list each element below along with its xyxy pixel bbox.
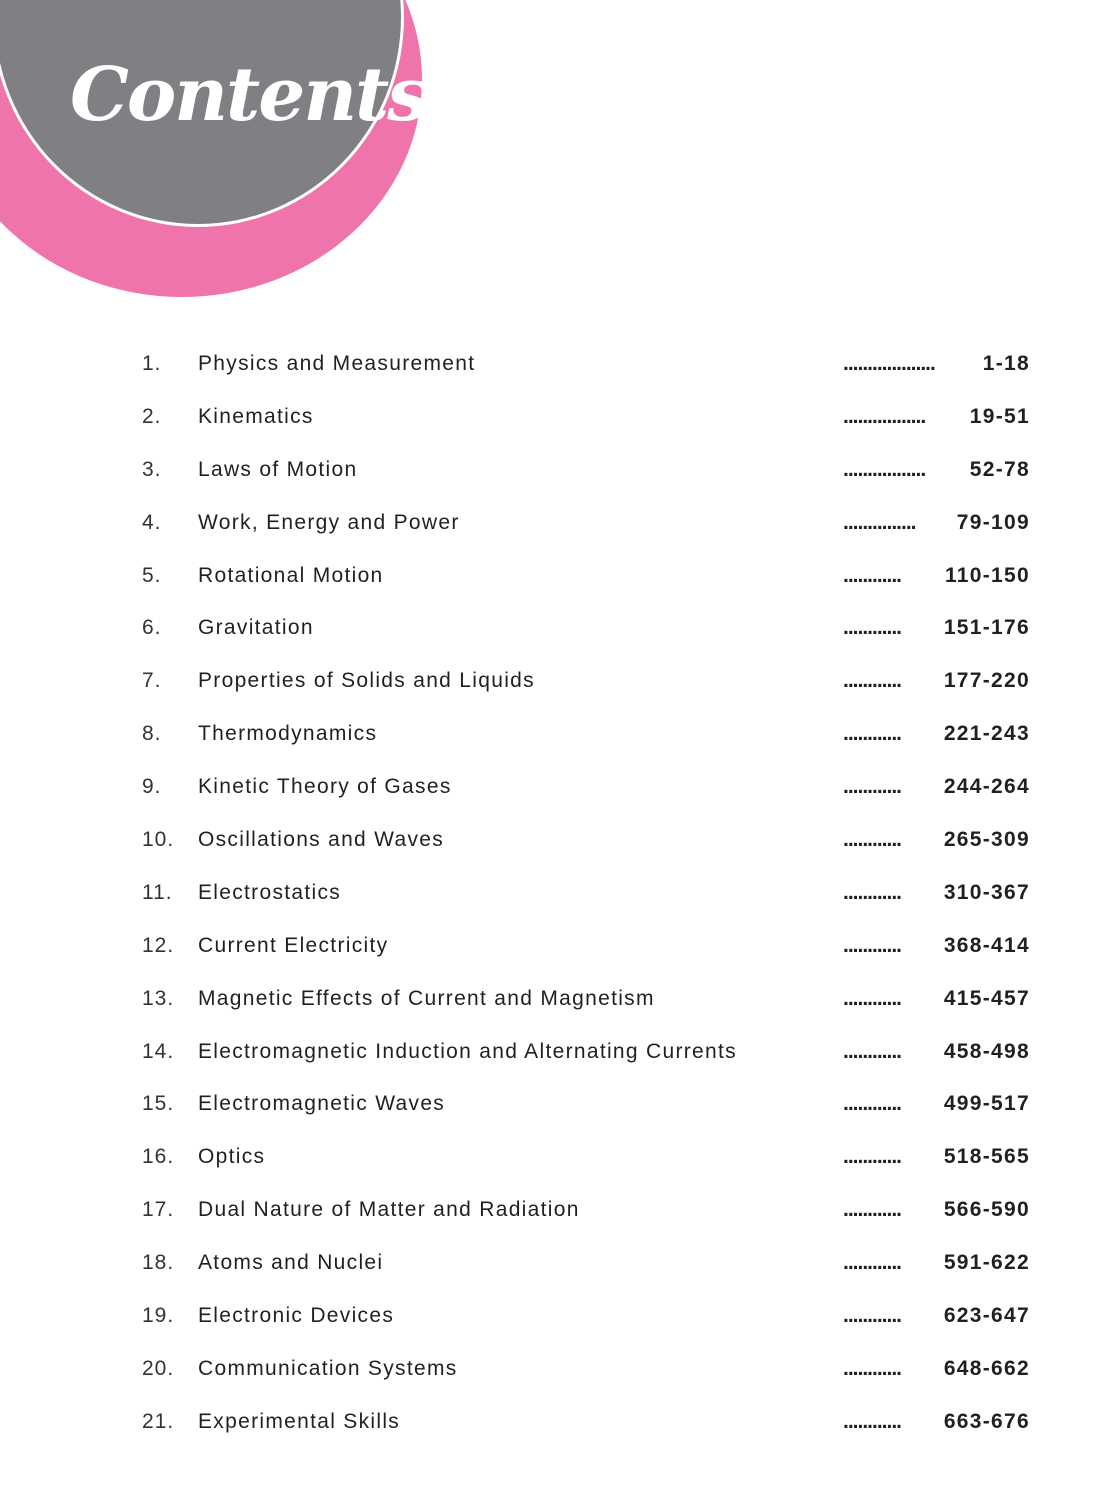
dot-leader: ............ [843,563,902,587]
chapter-number: 2. [142,404,162,428]
page-range: 623-647 [943,1304,1030,1328]
dot-leader: ............... [843,510,916,534]
chapter-number: 21. [142,1409,175,1433]
page-range: 499-517 [943,1092,1030,1116]
dot-leader: ............ [843,722,902,746]
toc-entry[interactable] [0,1131,1102,1184]
toc-entry[interactable] [0,444,1102,497]
page-range: 368-414 [943,933,1030,957]
page-range: 415-457 [943,986,1030,1010]
chapter-number: 9. [142,775,162,799]
chapter-title: Electromagnetic Induction and Alternating Currents [198,1039,737,1063]
toc-entry[interactable] [0,973,1102,1026]
chapter-title: Optics [198,1145,266,1169]
chapter-title: Dual Nature of Matter and Radiation [198,1198,580,1222]
page-range: 244-264 [943,775,1030,799]
toc-entry[interactable] [0,920,1102,973]
page-range: 1-18 [982,352,1030,375]
toc-entry[interactable] [0,1237,1102,1290]
dot-leader: ............ [843,1251,902,1275]
toc-entry[interactable] [0,391,1102,444]
toc-entry[interactable] [0,708,1102,761]
chapter-title: Physics and Measurement [198,352,476,375]
chapter-number: 3. [142,457,162,481]
dot-leader: ............ [843,1409,902,1433]
dot-leader: ............ [843,616,902,640]
page-range: 151-176 [943,616,1030,640]
toc-entry[interactable] [0,497,1102,550]
toc-entry[interactable] [0,550,1102,603]
chapter-title: Kinematics [198,404,314,428]
dot-leader: ............ [843,1092,902,1116]
dot-leader: ............ [843,1039,902,1063]
toc-entry[interactable] [0,602,1102,655]
toc-entry[interactable] [0,1184,1102,1237]
page-range: 52-78 [969,457,1030,481]
toc-entry[interactable] [0,655,1102,708]
dot-leader: ............ [843,1198,902,1222]
chapter-title: Laws of Motion [198,457,358,481]
chapter-title: Work, Energy and Power [198,510,460,534]
dot-leader: ............ [843,933,902,957]
page-range: 648-662 [943,1356,1030,1380]
toc-entry[interactable] [0,814,1102,867]
chapter-title: Experimental Skills [198,1409,401,1433]
chapter-title: Atoms and Nuclei [198,1251,384,1275]
page-range: 177-220 [943,669,1030,693]
dot-leader: ............ [843,1304,902,1328]
page-range: 518-565 [943,1145,1030,1169]
chapter-number: 1. [142,352,162,375]
toc-entry[interactable] [0,1026,1102,1079]
page-range: 19-51 [969,404,1030,428]
dot-leader: ................. [843,457,926,481]
chapter-number: 13. [142,986,175,1010]
page-range: 566-590 [943,1198,1030,1222]
page-range: 221-243 [943,722,1030,746]
page-range: 110-150 [944,563,1030,587]
toc-entry[interactable] [0,867,1102,920]
toc-entry[interactable] [0,1396,1102,1449]
page-range: 79-109 [956,510,1030,534]
toc-entry[interactable] [0,1343,1102,1396]
toc-entry[interactable] [0,338,1102,391]
page-range: 458-498 [943,1039,1030,1063]
dot-leader: ............ [843,880,902,904]
chapter-title: Oscillations and Waves [198,828,445,852]
chapter-number: 14. [142,1039,175,1063]
chapter-number: 5. [142,563,162,587]
dot-leader: ............ [843,1145,902,1169]
chapter-number: 20. [142,1356,175,1380]
toc-entry[interactable] [0,1290,1102,1343]
chapter-title: Electromagnetic Waves [198,1092,446,1116]
chapter-number: 17. [142,1198,175,1222]
page-range: 663-676 [943,1409,1030,1433]
chapter-number: 4. [142,510,162,534]
toc-entry[interactable] [0,761,1102,814]
dot-leader: ................... [843,352,935,375]
dot-leader: ............ [843,828,902,852]
chapter-title: Magnetic Effects of Current and Magnetism [198,986,655,1010]
dot-leader: ................. [843,404,926,428]
page-range: 591-622 [943,1251,1030,1275]
chapter-title: Gravitation [198,616,314,640]
chapter-number: 8. [142,722,162,746]
chapter-number: 18. [142,1251,175,1275]
page-range: 265-309 [943,828,1030,852]
chapter-number: 6. [142,616,162,640]
chapter-number: 19. [142,1304,175,1328]
chapter-number: 12. [142,933,175,957]
chapter-title: Kinetic Theory of Gases [198,775,452,799]
chapter-number: 16. [142,1145,175,1169]
chapter-title: Properties of Solids and Liquids [198,669,535,693]
chapter-title: Rotational Motion [198,563,384,587]
dot-leader: ............ [843,986,902,1010]
chapter-number: 15. [142,1092,175,1116]
chapter-title: Electronic Devices [198,1304,395,1328]
chapter-number: 11. [142,880,173,904]
dot-leader: ............ [843,775,902,799]
table-of-contents [0,338,1102,1449]
chapter-number: 10. [142,828,175,852]
chapter-title: Communication Systems [198,1356,458,1380]
page-title: Contents [70,52,427,138]
dot-leader: ............ [843,669,902,693]
dot-leader: ............ [843,1356,902,1380]
chapter-number: 7. [142,669,162,693]
chapter-title: Thermodynamics [198,722,378,746]
toc-entry[interactable] [0,1078,1102,1131]
chapter-title: Current Electricity [198,933,389,957]
page-range: 310-367 [943,880,1030,904]
chapter-title: Electrostatics [198,880,342,904]
